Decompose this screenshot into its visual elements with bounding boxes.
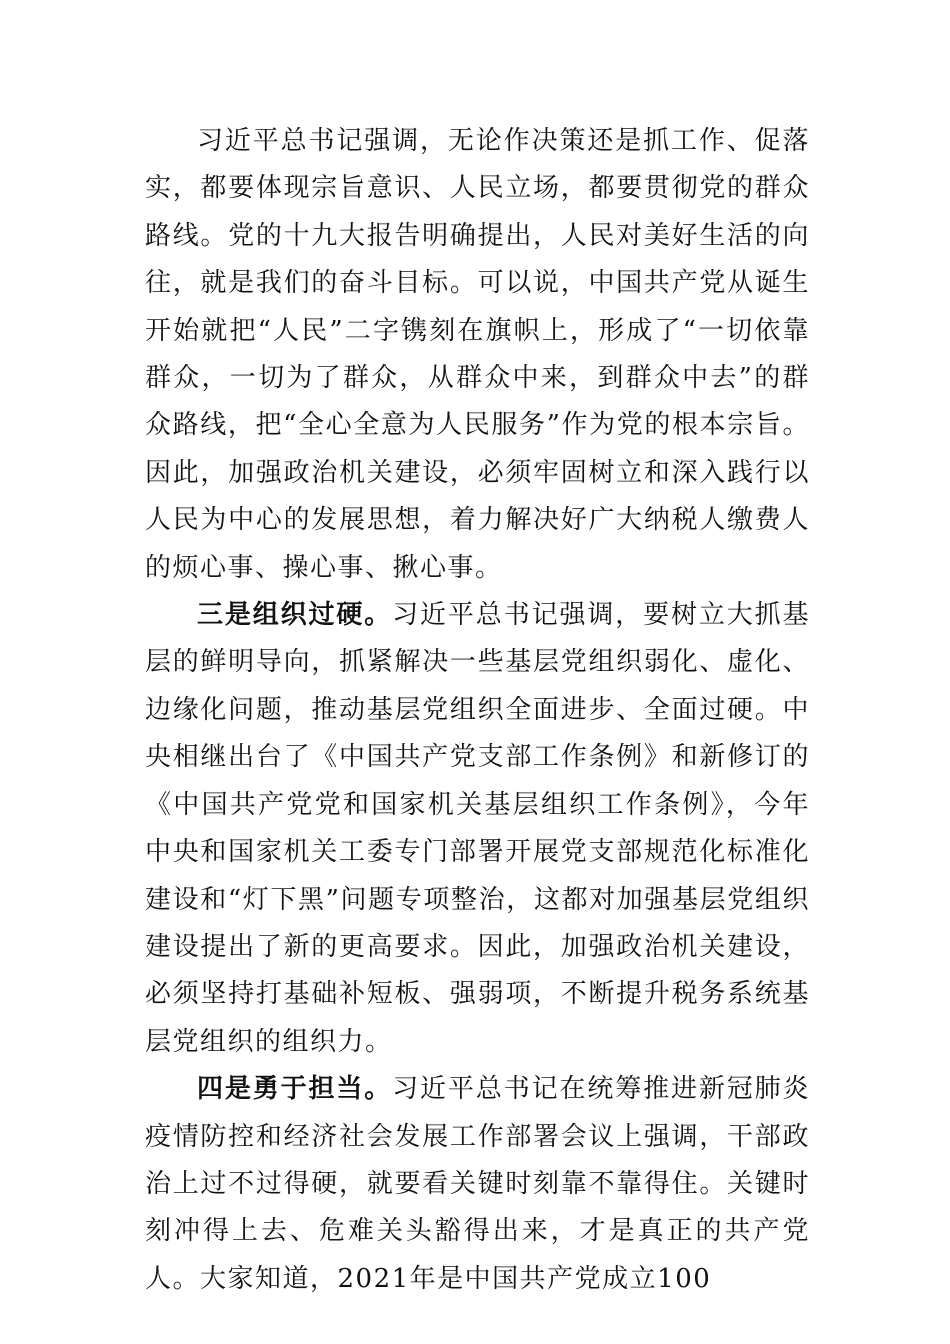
document-body xyxy=(145,118,810,1303)
paragraph-1 xyxy=(145,118,810,592)
paragraph-3-lead: 四是勇于担当。 xyxy=(197,1074,393,1105)
paragraph-2-text: 习近平总书记强调，要树立大抓基层的鲜明导向，抓紧解决一些基层党组织弱化、虚化、边缘化问题，推动基层党组织全面进步、全面过硬。中央相继出台了《中国共产党支部工作条例》和新修订的《中国共产党党和国家机关基层组织工作条例》，今年中央和国家机关工委专门部署开展党支部规范化标准化建设和“灯下黑”问题专项整治，这都对加强基层党组织建设提出了新的更高要求。因此，加强政治机关建设，必须坚持打基础补短板、强弱项，不断提升税务系统基层党组织的组织力。 xyxy=(145,600,810,1057)
paragraph-3 xyxy=(145,1066,810,1303)
paragraph-3-text: 习近平总书记在统筹推进新冠肺炎疫情防控和经济社会发展工作部署会议上强调，干部政治上过不过得硬，就要看关键时刻靠不靠得住。关键时刻冲得上去、危难关头豁得出来，才是真正的共产党人。大家知道，2021年是中国共产党成立100 xyxy=(145,1074,810,1294)
paragraph-1-text: 习近平总书记强调，无论作决策还是抓工作、促落实，都要体现宗旨意识、人民立场，都要贯彻党的群众路线。党的十九大报告明确提出，人民对美好生活的向往，就是我们的奋斗目标。可以说，中国共产党从诞生开始就把“人民”二字镌刻在旗帜上，形成了“一切依靠群众，一切为了群众，从群众中来，到群众中去”的群众路线，把“全心全意为人民服务”作为党的根本宗旨。因此，加强政治机关建设，必须牢固树立和深入践行以人民为中心的发展思想，着力解决好广大纳税人缴费人的烦心事、操心事、揪心事。 xyxy=(145,126,810,583)
paragraph-2-lead: 三是组织过硬。 xyxy=(197,600,393,631)
paragraph-2 xyxy=(145,592,810,1066)
